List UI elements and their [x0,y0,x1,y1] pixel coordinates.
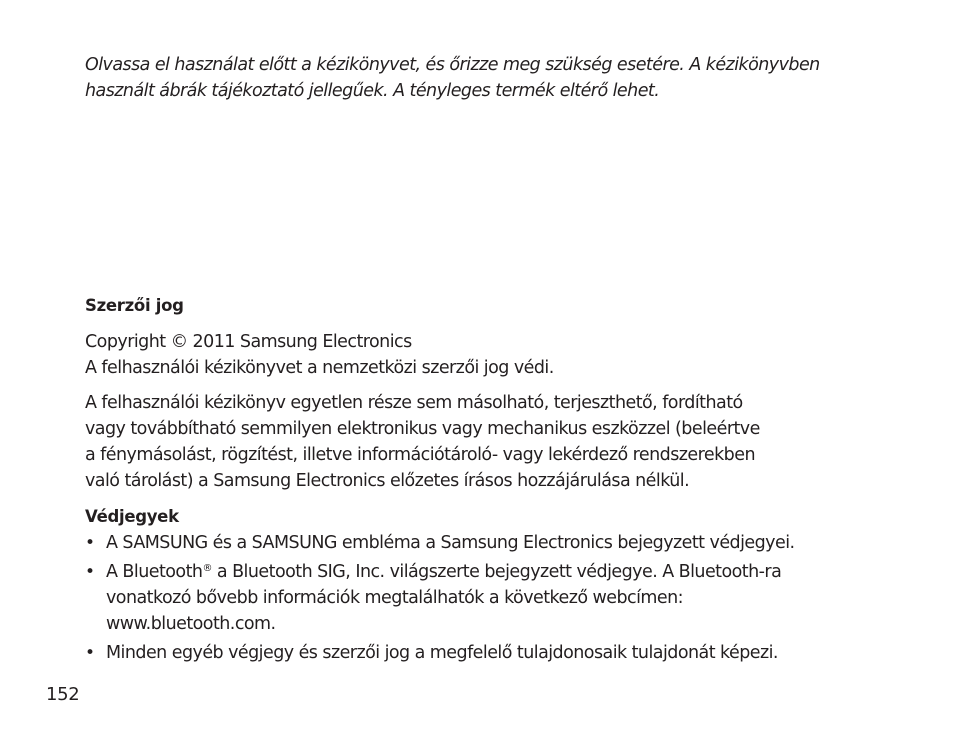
trademarks-list [85,530,885,666]
bullet-icon: • [85,643,95,663]
copyright-statement [85,329,885,381]
bluetooth-url: www.bluetooth.com. [106,614,276,634]
bluetooth-text: a Bluetooth SIG, Inc. világszerte bejegyzett védjegye. A Bluetooth-ra [211,562,782,582]
list-item-text: vonatkozó bővebb információk megtalálhatók a következő webcímen: [106,588,684,608]
list-item-text [106,559,885,585]
list-item [85,530,885,556]
list-item [85,640,885,666]
list-item-text: Minden egyéb végjegy és szerzői jog a megfelelő tulajdonosaik tulajdonát képezi. [106,643,778,663]
legal-content [85,293,885,666]
registered-mark: ® [202,563,212,574]
intro-line: Olvassa el használat előtt a kézikönyvet, és őrizze meg szükség esetére. A kézikönyvben [85,55,820,75]
bullet-icon: • [85,533,95,553]
copyright-line: Copyright © 2011 Samsung Electronics [85,332,412,352]
paragraph-line: A felhasználói kézikönyv egyetlen része sem másolható, terjeszthető, fordítható [85,393,743,413]
bullet-icon: • [85,562,95,582]
page-number: 152 [46,684,80,705]
list-item [85,559,885,637]
copyright-protection-line: A felhasználói kézikönyvet a nemzetközi szerzői jog védi. [85,358,554,378]
copyright-heading: Szerzői jog [85,296,184,315]
paragraph-line: való tárolást) a Samsung Electronics előzetes írásos hozzájárulása nélkül. [85,471,690,491]
bluetooth-name: A Bluetooth [106,562,203,582]
paragraph-line: a fénymásolást, rögzítést, illetve információtároló- vagy lekérdező rendszerekben [85,445,756,465]
intro-note [85,52,885,104]
paragraph-line: vagy továbbítható semmilyen elektronikus vagy mechanikus eszközzel (beleértve [85,419,760,439]
list-item-text: A SAMSUNG és a SAMSUNG embléma a Samsung Electronics bejegyzett védjegyei. [106,533,795,553]
copyright-paragraph [85,390,885,494]
intro-line: használt ábrák tájékoztató jellegűek. A tényleges termék eltérő lehet. [85,81,660,101]
trademarks-heading: Védjegyek [85,507,179,526]
